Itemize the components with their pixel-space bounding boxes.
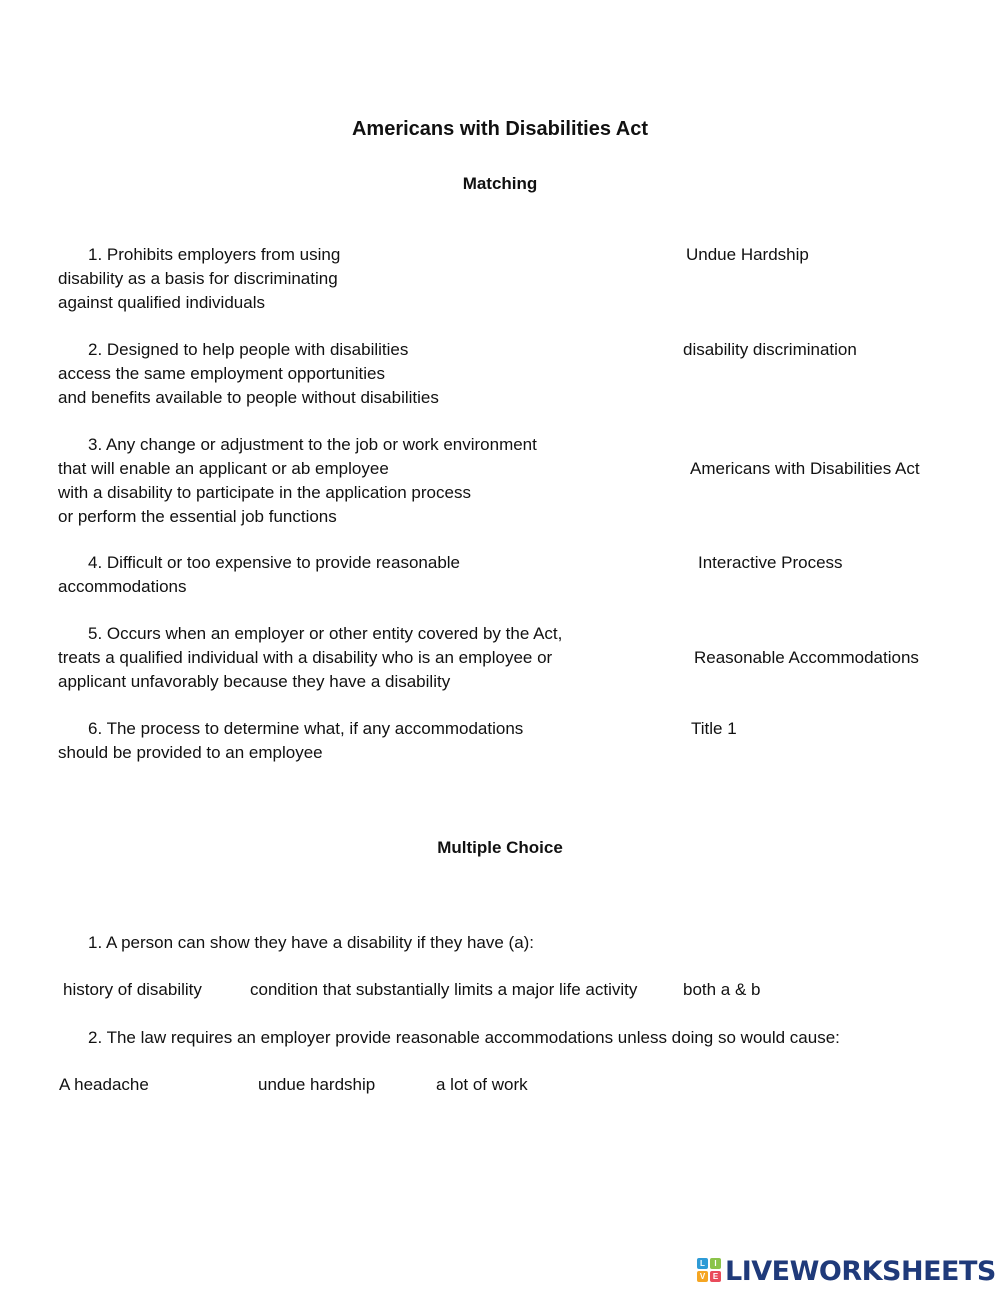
matching-option[interactable]: Reasonable Accommodations [694,648,919,667]
liveworksheets-logo-icon: L I V E [697,1258,723,1284]
matching-item-text: 3. Any change or adjustment to the job or work environment [88,435,537,454]
mc-choice[interactable]: condition that substantially limits a major life activity [250,980,638,999]
matching-item-text: 5. Occurs when an employer or other entity covered by the Act, [88,624,563,643]
matching-item-text: should be provided to an employee [58,743,323,762]
mc-choice[interactable]: a lot of work [436,1075,528,1094]
liveworksheets-logo-text: LIVEWORKSHEETS [725,1255,996,1287]
matching-item-text: or perform the essential job functions [58,507,337,526]
matching-item-text: treats a qualified individual with a disability who is an employee or [58,648,553,667]
matching-heading: Matching [462,174,538,193]
matching-option[interactable]: Undue Hardship [686,245,809,264]
matching-item-text: disability as a basis for discriminating [58,269,338,288]
matching-item-text: with a disability to participate in the application process [58,483,471,502]
matching-item-text: and benefits available to people without disabilities [58,388,439,407]
matching-item-text: 4. Difficult or too expensive to provide reasonable [88,553,461,572]
page-title: Americans with Disabilities Act [351,118,648,140]
mc-choice[interactable]: history of disability [63,980,202,999]
matching-item-text: that will enable an applicant or ab employee [58,459,389,478]
matching-item-text: 1. Prohibits employers from using [88,245,341,264]
matching-option[interactable]: Americans with Disabilities Act [690,459,920,478]
matching-item-text: 2. Designed to help people with disabilities [88,340,409,359]
matching-item-text: access the same employment opportunities [58,364,385,383]
mc-question-text: 1. A person can show they have a disability if they have (a): [88,933,535,952]
matching-item-text: applicant unfavorably because they have a disability [58,672,451,691]
liveworksheets-logo [697,1255,996,1287]
matching-option[interactable]: Title 1 [691,719,737,738]
matching-item-text: accommodations [58,577,187,596]
matching-option[interactable]: Interactive Process [698,553,843,572]
mc-choice[interactable]: both a & b [683,980,761,999]
matching-item-text: against qualified individuals [58,293,265,312]
mc-choice[interactable]: A headache [59,1075,149,1094]
multiple-choice-heading: Multiple Choice [437,838,563,857]
mc-question-text: 2. The law requires an employer provide reasonable accommodations unless doing so would cause: [88,1028,840,1047]
mc-choice[interactable]: undue hardship [258,1075,376,1094]
matching-option[interactable]: disability discrimination [683,340,857,359]
matching-item-text: 6. The process to determine what, if any accommodations [88,719,524,738]
